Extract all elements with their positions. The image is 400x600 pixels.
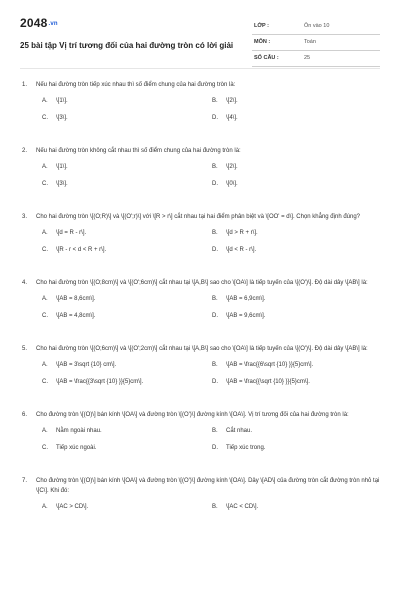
option-b[interactable]: [212, 296, 266, 302]
options: [36, 98, 380, 132]
question-body: Nếu hai đường tròn không cắt nhau thì số điểm chung của hai đường tròn là:: [36, 148, 241, 154]
question: [22, 146, 380, 198]
option-letter: A.: [42, 164, 48, 170]
option-text: \[d > R + r\].: [226, 230, 258, 236]
header-divider: [20, 68, 380, 69]
question: [22, 80, 380, 132]
option-a[interactable]: [42, 296, 96, 302]
option-text: Cắt nhau.: [226, 428, 253, 434]
option-letter: A.: [42, 362, 48, 368]
question-text: [22, 146, 380, 156]
question-text: [22, 80, 380, 90]
option-c[interactable]: [42, 247, 106, 253]
option-text: \[AC < CD\].: [226, 504, 259, 510]
document-title: 25 bài tập Vị trí tương đối của hai đường tròn có lời giải: [20, 41, 234, 50]
option-row: [36, 230, 380, 247]
options: [36, 230, 380, 264]
option-text: \[1\].: [56, 164, 68, 170]
option-row: [36, 504, 380, 521]
option-letter: D.: [212, 379, 218, 385]
question: [22, 476, 380, 521]
option-text: \[4\].: [226, 115, 238, 121]
question-body: Cho đường tròn \[(O)\] bán kính \[OA\] và đường tròn \[(O')\] đường kính \[OA\]. Vị trí tương đối của hai đường tròn là:: [36, 412, 349, 418]
option-a[interactable]: [42, 428, 102, 434]
option-c[interactable]: [42, 181, 68, 187]
option-text: \[AB = 6,9cm\].: [226, 296, 266, 302]
option-text: \[R - r < d < R + r\].: [56, 247, 107, 253]
options: [36, 428, 380, 462]
option-row: [36, 445, 380, 462]
question: [22, 212, 380, 264]
option-letter: C.: [42, 181, 48, 187]
option-a[interactable]: [42, 164, 68, 170]
option-text: Tiếp xúc trong.: [226, 445, 266, 451]
option-letter: B.: [212, 504, 218, 510]
option-letter: A.: [42, 428, 48, 434]
option-letter: A.: [42, 296, 48, 302]
option-b[interactable]: [212, 362, 313, 368]
option-text: \[AB = 3\sqrt {10} cm\].: [56, 362, 117, 368]
options: [36, 164, 380, 198]
meta-value: Ôn vào 10: [304, 23, 330, 29]
option-b[interactable]: [212, 164, 238, 170]
option-text: \[1\].: [56, 98, 68, 104]
question-text: [22, 278, 380, 288]
options: [36, 504, 380, 521]
option-letter: D.: [212, 445, 218, 451]
option-row: [36, 247, 380, 264]
option-b[interactable]: [212, 98, 238, 104]
question-body: Cho đường tròn \[(O)\] bán kính \[OA\] và đường tròn \[(O')\] đường kính \[OA\]. Dây \[AD\] của đường tròn cắt đường tròn nhỏ tại \[C\]. Khi đó:: [36, 478, 380, 494]
option-text: \[AB = \frac{{3\sqrt {10} }}{5}cm\].: [56, 379, 144, 385]
option-row: [36, 296, 380, 313]
option-c[interactable]: [42, 379, 143, 385]
question-list: [22, 80, 380, 535]
option-d[interactable]: [212, 379, 310, 385]
option-row: [36, 362, 380, 379]
question-number: 7.: [22, 478, 28, 484]
option-row: [36, 115, 380, 132]
question-number: 3.: [22, 214, 28, 220]
question-body: Nếu hai đường tròn tiếp xúc nhau thì số điểm chung của hai đường tròn là:: [36, 82, 236, 88]
option-b[interactable]: [212, 504, 258, 510]
option-d[interactable]: [212, 445, 265, 451]
question: [22, 344, 380, 396]
option-letter: C.: [42, 247, 48, 253]
option-text: \[3\].: [56, 115, 68, 121]
option-a[interactable]: [42, 230, 86, 236]
option-a[interactable]: [42, 362, 116, 368]
question-text: [22, 476, 380, 496]
question-number: 6.: [22, 412, 28, 418]
logo-domain: .vn: [48, 20, 58, 27]
question-number: 2.: [22, 148, 28, 154]
option-letter: B.: [212, 230, 218, 236]
option-letter: A.: [42, 230, 48, 236]
option-d[interactable]: [212, 181, 238, 187]
meta-value: Toán: [304, 39, 316, 45]
header: [20, 14, 380, 62]
option-d[interactable]: [212, 313, 266, 319]
meta-label: LỚP :: [254, 23, 269, 29]
option-letter: C.: [42, 115, 48, 121]
question-number: 4.: [22, 280, 28, 286]
option-letter: B.: [212, 362, 218, 368]
option-d[interactable]: [212, 247, 256, 253]
option-a[interactable]: [42, 504, 88, 510]
options: [36, 296, 380, 330]
option-letter: C.: [42, 313, 48, 319]
option-row: [36, 379, 380, 396]
option-c[interactable]: [42, 115, 68, 121]
logo-text: 2048: [20, 16, 48, 30]
meta-label: MÔN :: [254, 39, 271, 45]
option-d[interactable]: [212, 115, 238, 121]
site-logo[interactable]: [20, 16, 58, 30]
option-b[interactable]: [212, 230, 258, 236]
options: [36, 362, 380, 396]
question-text: [22, 344, 380, 354]
meta-row-count: [252, 54, 380, 67]
option-letter: B.: [212, 296, 218, 302]
meta-row-class: [252, 22, 380, 35]
option-row: [36, 164, 380, 181]
question-body: Cho hai đường tròn \[(O;8cm)\] và \[(O';6cm)\] cắt nhau tại \[A,B\] sao cho \[OA\] là tiếp tuyến của \[(O')\]. Độ dài dây \[AB\] là:: [36, 280, 368, 286]
option-a[interactable]: [42, 98, 68, 104]
option-row: [36, 428, 380, 445]
option-letter: D.: [212, 181, 218, 187]
option-text: \[AB = \frac{{6\sqrt {10} }}{5}cm\].: [226, 362, 314, 368]
option-letter: A.: [42, 98, 48, 104]
option-text: \[2\].: [226, 164, 238, 170]
meta-table: [252, 22, 380, 70]
question-body: Cho hai đường tròn \[(O;6cm)\] và \[(O';2cm)\] cắt nhau tại \[A,B\] sao cho \[OA\] là tiếp tuyến của \[(O')\]. Độ dài dây \[AB\] là:: [36, 346, 368, 352]
question-text: [22, 410, 380, 420]
option-c[interactable]: [42, 445, 96, 451]
question: [22, 410, 380, 462]
option-text: Nằm ngoài nhau.: [56, 428, 102, 434]
option-row: [36, 98, 380, 115]
question: [22, 278, 380, 330]
option-row: [36, 181, 380, 198]
question-text: [22, 212, 380, 222]
option-text: \[d = R - r\].: [56, 230, 87, 236]
meta-value: 25: [304, 55, 311, 61]
option-text: \[AB = 4,8cm\].: [56, 313, 96, 319]
option-text: \[AB = 9,6cm\].: [226, 313, 266, 319]
option-text: \[AB = 8,6cm\].: [56, 296, 96, 302]
option-letter: B.: [212, 164, 218, 170]
option-text: \[2\].: [226, 98, 238, 104]
meta-label: SỐ CÂU :: [254, 55, 279, 61]
option-text: \[0\].: [226, 181, 238, 187]
question-number: 1.: [22, 82, 28, 88]
option-text: \[d < R - r\].: [226, 247, 257, 253]
option-letter: D.: [212, 247, 218, 253]
option-text: \[AC > CD\].: [56, 504, 89, 510]
meta-row-subject: [252, 38, 380, 51]
option-text: Tiếp xúc ngoài.: [56, 445, 97, 451]
option-row: [36, 313, 380, 330]
option-letter: D.: [212, 115, 218, 121]
option-letter: A.: [42, 504, 48, 510]
option-letter: D.: [212, 313, 218, 319]
option-text: \[3\].: [56, 181, 68, 187]
question-body: Cho hai đường tròn \[(O;R)\] và \[(O';r)\] với \[R > r\] cắt nhau tại hai điểm phân biệt và \[OO' = d\]. Chọn khẳng định đúng?: [36, 214, 361, 220]
option-b[interactable]: [212, 428, 252, 434]
option-letter: B.: [212, 428, 218, 434]
option-c[interactable]: [42, 313, 96, 319]
option-letter: C.: [42, 379, 48, 385]
question-number: 5.: [22, 346, 28, 352]
option-letter: B.: [212, 98, 218, 104]
option-letter: C.: [42, 445, 48, 451]
option-text: \[AB = \frac{{\sqrt {10} }}{5}cm\].: [226, 379, 310, 385]
